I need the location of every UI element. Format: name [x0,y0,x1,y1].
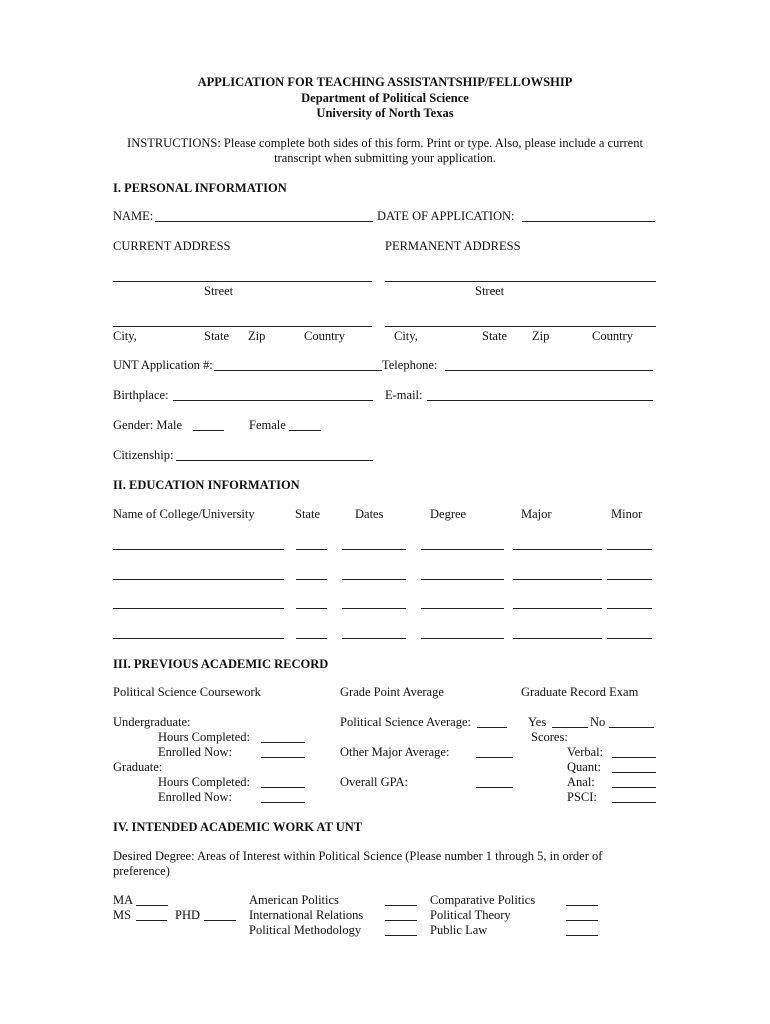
edu-row-3-dates-field[interactable] [342,608,406,609]
form-title: APPLICATION FOR TEACHING ASSISTANTSHIP/FELLOWSHIP [197,75,573,89]
edu-row-4-degree-field[interactable] [421,638,504,639]
ug-hours-label: Hours Completed: [158,730,251,744]
unt-application-label: UNT Application #: [113,358,213,372]
section-education-heading: II. EDUCATION INFORMATION [113,478,300,492]
citizenship-label: Citizenship: [113,448,174,462]
gre-verbal-label: Verbal: [567,745,604,759]
birthplace-field[interactable] [173,400,373,401]
gre-psci-label: PSCI: [567,790,597,804]
gre-quant-label: Quant: [567,760,602,774]
gre-no-field[interactable] [609,727,654,728]
gender-female-label: Female [249,418,286,432]
degree-ma-field[interactable] [136,905,168,906]
permanent-address-label: PERMANENT ADDRESS [385,239,521,253]
academic-col-gpa: Grade Point Average [340,685,444,699]
current-address-label: CURRENT ADDRESS [113,239,231,253]
edu-row-3-minor-field[interactable] [607,608,652,609]
area-political-theory-label: Political Theory [430,908,511,922]
edu-row-2-minor-field[interactable] [607,579,652,580]
current-city-caption: City, [113,329,137,343]
name-label: NAME: [113,209,154,223]
section-academic-heading: III. PREVIOUS ACADEMIC RECORD [113,657,329,671]
area-comparative-politics-field[interactable] [566,905,598,906]
edu-row-4-college-field[interactable] [113,638,284,639]
edu-row-1-college-field[interactable] [113,549,284,550]
current-state-caption: State [204,329,229,343]
gre-verbal-field[interactable] [612,757,656,758]
current-country-caption: Country [304,329,345,343]
ps-average-label: Political Science Average: [340,715,471,729]
edu-col-minor: Minor [611,507,643,521]
edu-row-4-major-field[interactable] [513,638,602,639]
grad-hours-label: Hours Completed: [158,775,251,789]
edu-row-3-state-field[interactable] [296,608,327,609]
desired-degree-line-2: preference) [113,864,170,878]
other-average-field[interactable] [476,757,513,758]
edu-col-dates: Dates [355,507,384,521]
permanent-zip-caption: Zip [532,329,550,343]
area-political-methodology-field[interactable] [385,935,417,936]
ps-average-field[interactable] [477,727,507,728]
overall-gpa-label: Overall GPA: [340,775,408,789]
gre-yes-field[interactable] [552,727,588,728]
gender-male-label: Gender: Male [113,418,183,432]
edu-row-3-degree-field[interactable] [421,608,504,609]
edu-row-1-dates-field[interactable] [342,549,406,550]
email-label: E-mail: [385,388,423,402]
edu-row-2-degree-field[interactable] [421,579,504,580]
gre-quant-field[interactable] [612,772,656,773]
gender-male-field[interactable] [193,430,224,431]
instructions-line-2: transcript when submitting your application. [274,151,496,165]
current-street-field[interactable] [113,281,372,282]
area-political-theory-field[interactable] [566,920,598,921]
date-of-application-field[interactable] [522,221,655,222]
area-political-methodology-label: Political Methodology [249,923,362,937]
edu-row-2-dates-field[interactable] [342,579,406,580]
birthplace-label: Birthplace: [113,388,169,402]
edu-col-degree: Degree [430,507,467,521]
area-public-law-label: Public Law [430,923,488,937]
edu-row-1-degree-field[interactable] [421,549,504,550]
overall-gpa-field[interactable] [476,787,513,788]
current-street-caption: Street [204,284,234,298]
current-city-field[interactable] [113,326,372,327]
academic-col-gre: Graduate Record Exam [521,685,639,699]
area-comparative-politics-label: Comparative Politics [430,893,536,907]
ug-enrolled-label: Enrolled Now: [158,745,232,759]
instructions-line-1: INSTRUCTIONS: Please complete both sides of this form. Print or type. Also, please include a current [127,136,643,150]
ug-hours-field[interactable] [261,742,305,743]
undergraduate-label: Undergraduate: [113,715,191,729]
permanent-state-caption: State [482,329,507,343]
gre-anal-label: Anal: [567,775,595,789]
date-of-application-label: DATE OF APPLICATION: [377,209,515,223]
area-american-politics-label: American Politics [249,893,339,907]
citizenship-field[interactable] [176,460,373,461]
degree-ms-field[interactable] [136,920,167,921]
department-name: Department of Political Science [301,91,469,105]
edu-col-major: Major [521,507,552,521]
edu-row-4-state-field[interactable] [296,638,327,639]
edu-row-3-major-field[interactable] [513,608,602,609]
edu-row-1-major-field[interactable] [513,549,602,550]
gre-psci-field[interactable] [612,802,656,803]
desired-degree-line-1: Desired Degree: Areas of Interest within Political Science (Please number 1 through 5, in order of [113,849,603,863]
degree-ms-label: MS [113,908,132,922]
gre-anal-field[interactable] [612,787,656,788]
section-intended-heading: IV. INTENDED ACADEMIC WORK AT UNT [113,820,363,834]
telephone-label: Telephone: [382,358,438,372]
permanent-city-caption: City, [394,329,418,343]
edu-row-2-major-field[interactable] [513,579,602,580]
edu-row-4-minor-field[interactable] [607,638,652,639]
unt-application-field[interactable] [214,370,382,371]
graduate-label: Graduate: [113,760,163,774]
grad-hours-field[interactable] [261,787,305,788]
area-international-relations-field[interactable] [385,920,417,921]
area-international-relations-label: International Relations [249,908,364,922]
gre-no-label: No [590,715,606,729]
edu-row-2-college-field[interactable] [113,579,284,580]
permanent-street-caption: Street [475,284,505,298]
degree-phd-field[interactable] [204,920,236,921]
ug-enrolled-field[interactable] [261,757,305,758]
edu-row-1-minor-field[interactable] [607,549,652,550]
grad-enrolled-field[interactable] [261,802,305,803]
grad-enrolled-label: Enrolled Now: [158,790,232,804]
permanent-street-field[interactable] [385,281,656,282]
degree-phd-label: PHD [175,908,201,922]
current-zip-caption: Zip [248,329,266,343]
other-average-label: Other Major Average: [340,745,450,759]
section-personal-heading: I. PERSONAL INFORMATION [113,181,287,195]
telephone-field[interactable] [445,370,653,371]
permanent-country-caption: Country [592,329,633,343]
gre-yes-label: Yes [528,715,547,729]
gre-scores-label: Scores: [531,730,568,744]
area-american-politics-field[interactable] [385,905,417,906]
edu-row-2-state-field[interactable] [296,579,327,580]
edu-row-3-college-field[interactable] [113,608,284,609]
university-name: University of North Texas [316,106,454,120]
name-field[interactable] [155,221,373,222]
edu-col-state: State [295,507,320,521]
edu-row-1-state-field[interactable] [296,549,327,550]
edu-row-4-dates-field[interactable] [342,638,406,639]
email-field[interactable] [427,400,653,401]
gender-female-field[interactable] [289,430,321,431]
academic-col-coursework: Political Science Coursework [113,685,261,699]
degree-ma-label: MA [113,893,134,907]
permanent-city-field[interactable] [385,326,656,327]
edu-col-college: Name of College/University [113,507,255,521]
area-public-law-field[interactable] [566,935,598,936]
